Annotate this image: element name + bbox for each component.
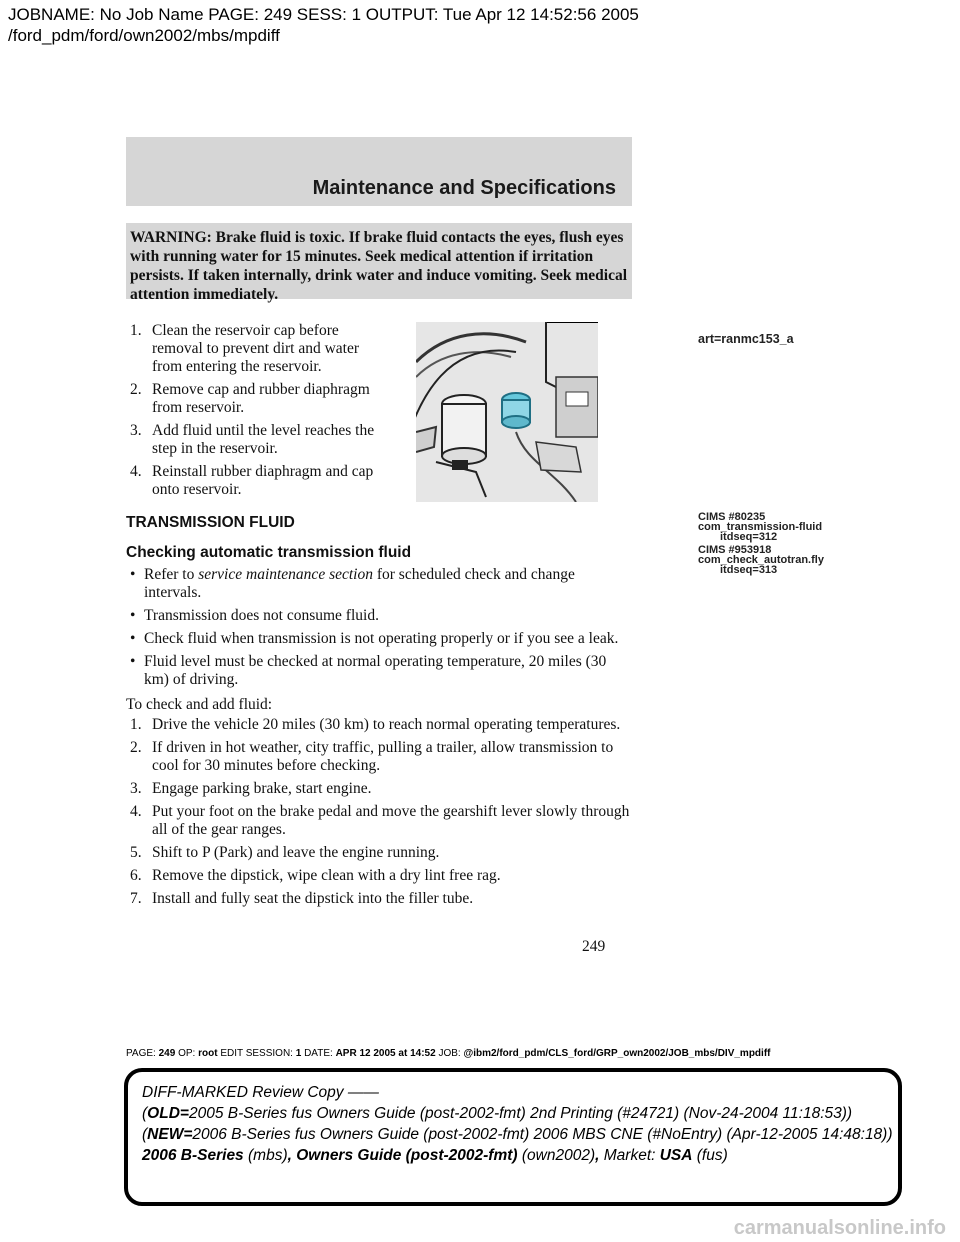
page-number: 249 xyxy=(582,938,606,955)
job-header-line1: JOBNAME: No Job Name PAGE: 249 SESS: 1 OUTPUT: Tue Apr 12 14:52:56 2005 xyxy=(8,5,639,24)
diff-old-line xyxy=(142,1103,893,1124)
cims-b-id: CIMS #953918 xyxy=(698,544,772,556)
diff-market-label: Market: xyxy=(603,1147,660,1164)
cims-a-id: CIMS #80235 xyxy=(698,511,766,523)
step-text: Shift to P (Park) and leave the engine running. xyxy=(152,844,440,861)
list-item xyxy=(126,653,632,689)
footer-date-value: APR 12 2005 at 14:52 xyxy=(335,1048,436,1059)
step-text: Install and fully seat the dipstick into the filler tube. xyxy=(152,890,474,907)
list-item xyxy=(126,463,386,499)
step-text: Reinstall rubber diaphragm and cap onto reservoir. xyxy=(152,463,374,498)
job-header-line2: /ford_pdm/ford/own2002/mbs/mpdiff xyxy=(8,26,280,45)
bullet-text: Transmission does not consume fluid. xyxy=(144,607,379,624)
job-header xyxy=(8,4,639,46)
diff-summary-line xyxy=(142,1145,893,1166)
diff-market: USA xyxy=(659,1147,693,1164)
reservoir-steps xyxy=(126,322,386,504)
diff-old-label: OLD= xyxy=(147,1105,189,1122)
art-label: art=ranmc153_a xyxy=(698,332,794,346)
list-item xyxy=(126,780,632,798)
list-item xyxy=(126,422,386,458)
page-footer xyxy=(126,1048,770,1060)
diff-new-text: 2006 B-Series fus Owners Guide (post-2002-fmt) 2006 MBS CNE (#NoEntry) (Apr-12-2005 14:48:18)) xyxy=(192,1126,893,1143)
service-section-reference: service maintenance section xyxy=(198,566,373,583)
step-number: 5. xyxy=(130,844,142,861)
step-number: 7. xyxy=(130,890,142,907)
diff-comma: , xyxy=(595,1147,604,1164)
transmission-heading: TRANSMISSION FLUID xyxy=(126,514,295,531)
footer-page-label: PAGE: xyxy=(126,1048,156,1059)
step-text: Put your foot on the brake pedal and move the gearshift lever slowly through all of the gear ranges. xyxy=(152,803,630,838)
section-header-band xyxy=(126,137,632,206)
bullet-text-post: for scheduled check and change intervals. xyxy=(144,566,575,601)
bullet-text: Fluid level must be checked at normal operating temperature, 20 miles (30 km) of driving. xyxy=(144,653,607,688)
warning-text: WARNING: Brake fluid is toxic. If brake fluid contacts the eyes, flush eyes with running water for 15 minutes. Seek medical attention if irritation persists. If taken internally, drink water and induce vomiting. Seek medical attention immediately. xyxy=(130,229,628,303)
step-text: Add fluid until the level reaches the step in the reservoir. xyxy=(152,422,375,457)
step-number: 1. xyxy=(130,322,142,339)
check-steps xyxy=(126,716,632,913)
bullet-list xyxy=(126,566,632,694)
footer-op-label: OP: xyxy=(178,1048,196,1059)
checking-heading: Checking automatic transmission fluid xyxy=(126,544,412,561)
diff-mbs: (mbs) xyxy=(243,1147,288,1164)
list-item xyxy=(126,381,386,417)
diff-series: 2006 B-Series xyxy=(142,1147,244,1164)
list-item xyxy=(126,890,632,908)
bullet: • xyxy=(130,630,136,647)
footer-date-label: DATE: xyxy=(304,1048,333,1059)
cims-b-seq: itdseq=313 xyxy=(720,564,778,576)
site-watermark: carmanualsonline.info xyxy=(733,1217,946,1239)
footer-edit-value: 1 xyxy=(295,1048,302,1059)
footer-job-value: @ibm2/ford_pdm/CLS_ford/GRP_own2002/JOB_mbs/DIV_mpdiff xyxy=(463,1048,771,1059)
diff-old-text: 2005 B-Series fus Owners Guide (post-2002-fmt) 2nd Printing (#24721) (Nov-24-2004 11:18:53)) xyxy=(188,1105,853,1122)
step-number: 2. xyxy=(130,739,142,756)
step-number: 4. xyxy=(130,463,142,480)
list-item xyxy=(126,716,632,734)
diff-fus: (fus) xyxy=(692,1147,728,1164)
list-item xyxy=(126,566,632,602)
bullet: • xyxy=(130,653,136,670)
step-text: Clean the reservoir cap before removal to prevent dirt and water from entering the reservoir. xyxy=(152,322,360,375)
warning-box xyxy=(126,223,632,303)
bullet: • xyxy=(130,607,136,624)
diff-comma: , xyxy=(287,1147,297,1164)
cims-labels xyxy=(698,512,824,575)
bullet-text-pre: Refer to xyxy=(144,566,199,583)
step-number: 3. xyxy=(130,780,142,797)
step-text: Drive the vehicle 20 miles (30 km) to reach normal operating temperatures. xyxy=(152,716,621,733)
cims-a-name: com_transmission-fluid xyxy=(698,521,823,533)
step-number: 2. xyxy=(130,381,142,398)
cims-a-seq: itdseq=312 xyxy=(720,531,778,543)
diff-new-label: NEW= xyxy=(147,1126,193,1143)
diff-new-line xyxy=(142,1124,893,1145)
step-number: 1. xyxy=(130,716,142,733)
diff-old-paren: ( xyxy=(142,1105,148,1122)
bullet: • xyxy=(130,566,136,583)
diff-review-box xyxy=(124,1068,902,1206)
list-item xyxy=(126,803,632,839)
diff-new-paren: ( xyxy=(142,1126,148,1143)
brake-reservoir-photo xyxy=(416,322,598,502)
step-text: If driven in hot weather, city traffic, pulling a trailer, allow transmission to cool for 30 minutes before checking. xyxy=(152,739,614,774)
step-text: Engage parking brake, start engine. xyxy=(152,780,372,797)
list-item xyxy=(126,607,632,625)
step-text: Remove cap and rubber diaphragm from reservoir. xyxy=(152,381,370,416)
footer-job-label: JOB: xyxy=(438,1048,461,1059)
step-number: 3. xyxy=(130,422,142,439)
step-number: 4. xyxy=(130,803,142,820)
diff-review-text xyxy=(142,1082,893,1166)
diff-title: DIFF-MARKED Review Copy —— xyxy=(142,1084,379,1101)
bullet-text: Check fluid when transmission is not operating properly or if you see a leak. xyxy=(144,630,619,647)
list-item xyxy=(126,739,632,775)
to-check-intro: To check and add fluid: xyxy=(126,696,273,713)
section-title: Maintenance and Specifications xyxy=(312,177,616,199)
list-item xyxy=(126,322,386,376)
list-item xyxy=(126,867,632,885)
diff-guide: Owners Guide (post-2002-fmt) xyxy=(296,1147,518,1164)
cims-b-name: com_check_autotran.fly xyxy=(698,554,824,566)
footer-page-value: 249 xyxy=(158,1048,176,1059)
footer-op-value: root xyxy=(198,1048,218,1059)
footer-edit-label: EDIT SESSION: xyxy=(220,1048,293,1059)
list-item xyxy=(126,844,632,862)
list-item xyxy=(126,630,632,648)
step-number: 6. xyxy=(130,867,142,884)
engine-bay-illustration xyxy=(416,322,598,502)
step-text: Remove the dipstick, wipe clean with a dry lint free rag. xyxy=(152,867,501,884)
diff-own: (own2002) xyxy=(517,1147,596,1164)
